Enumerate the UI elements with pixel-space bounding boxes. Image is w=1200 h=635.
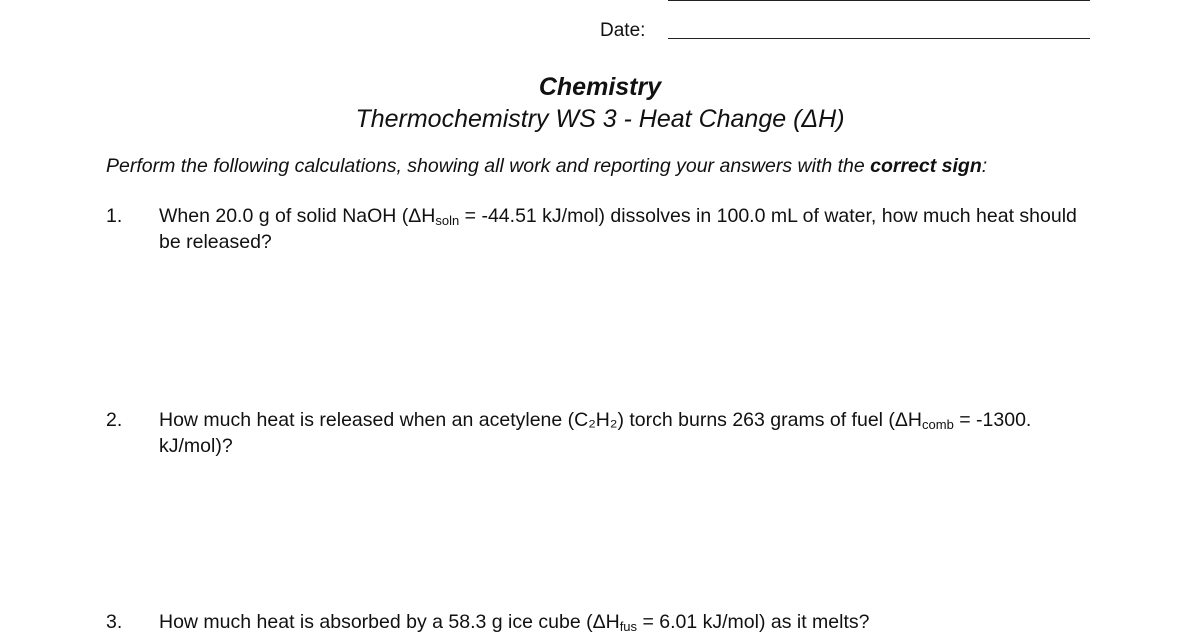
- question-text-part: How much heat is absorbed by a 58.3 g ice cube (ΔH: [159, 611, 620, 633]
- instructions: [106, 153, 987, 179]
- question-number: 3.: [106, 611, 123, 633]
- question-text: [159, 407, 1096, 459]
- question-text: [159, 609, 1096, 635]
- question-subscript: comb: [922, 417, 954, 432]
- question-number: 1.: [106, 205, 123, 227]
- question-1: [106, 203, 1096, 255]
- page-title: Chemistry: [538, 73, 662, 101]
- question-number: 2.: [106, 409, 123, 431]
- date-row: [600, 18, 645, 42]
- question-subscript: soln: [435, 213, 460, 228]
- question-text-part: = 6.01 kJ/mol) as it melts?: [637, 611, 870, 633]
- question-subscript: fus: [619, 619, 638, 634]
- name-blank-line: [668, 0, 1090, 1]
- date-label: Date:: [600, 20, 646, 41]
- question-3: [106, 609, 1096, 635]
- question-text-part: = -44.51 kJ/mol) dissolves in 100.0 mL of water, how much heat should be released?: [159, 205, 1077, 253]
- question-text-part: When 20.0 g of solid NaOH (ΔH: [159, 205, 436, 227]
- question-text-part: = -1300. kJ/mol)?: [159, 409, 1032, 457]
- instructions-suffix: :: [981, 155, 988, 177]
- instructions-emphasis: correct sign: [870, 155, 982, 177]
- question-2: [106, 407, 1096, 459]
- question-text-part: How much heat is released when an acetylene (C₂H₂) torch burns 263 grams of fuel (ΔH: [159, 409, 923, 431]
- page-subtitle: Thermochemistry WS 3 - Heat Change (ΔH): [355, 105, 845, 133]
- date-blank-line: [668, 38, 1090, 39]
- instructions-text: Perform the following calculations, showing all work and reporting your answers with the: [106, 155, 871, 177]
- question-text: [159, 203, 1096, 255]
